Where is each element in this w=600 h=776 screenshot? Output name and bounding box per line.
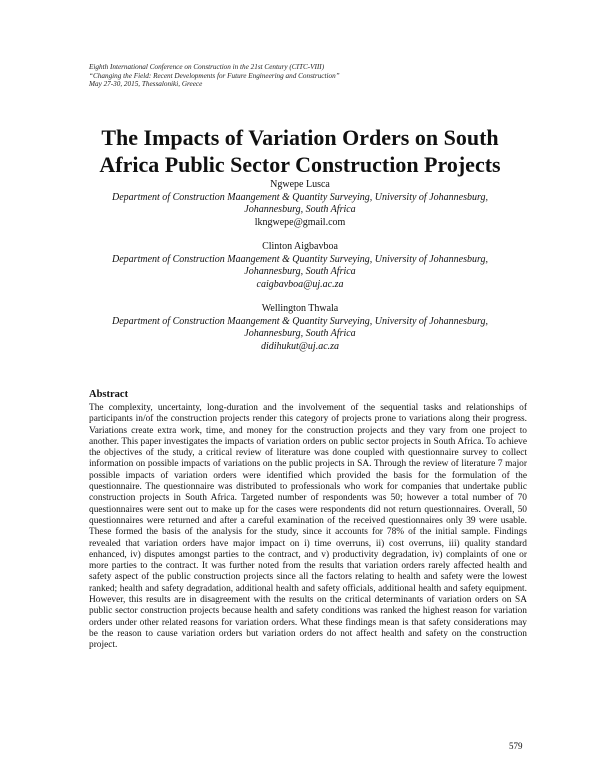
author-block-3 [0, 303, 600, 353]
author-name: Ngwepe Lusca [270, 179, 330, 190]
abstract-body: The complexity, uncertainty, long-duration and the involvement of the sequential tasks and relationships of participants in/of the construction projects render this category of projects prone to variations along their progress. Variations create extra work, time, and money for the construction projects and they vary from one project to another. This paper investigates the impacts of variation orders on public sector projects in South Africa. To achieve the objectives of the study, a critical review of literature was done coupled with questionnaire survey to collect information on possible impacts of variations on the public projects in SA. Through the review of literature 7 major possible impacts of variation orders were identified which provided the basis for the formulation of the questionnaire. The questionnaire was distributed to professionals who work for companies that undertake public construction projects in South Africa. Targeted number of respondents was 50; however a total number of 70 questionnaires were sent out to make up for the cases were respondents did not return questionnaires. Overall, 50 questionnaires were returned and after a careful examination of the received questionnaires only 39 were usable. These formed the basis of the analysis for the study, since it accounts for 78% of the initial sample. Findings revealed that variation orders have major impact on i) time overruns, ii) cost overruns, iii) quality standard enhanced, iv) disputes amongst parties to the contract, and v) productivity degradation, iv) complaints of one or more parties to the contract. It was further noted from the results that variation orders rarely affected health and safety aspect of the public construction projects since all the factors relating to health and safety were the lowest ranked; health and safety degradation, additional health and safety officials, additional health and safety equipment. However, this results are in disagreement with the results on the critical determinants of variation orders on SA public sector construction projects because health and safety conditions was ranked the highest reason for variation orders under other related reasons for variation orders. What these findings mean is that safety considerations may be the reason to cause variation orders but variation orders do not affect health and safety on the construction project. [89, 403, 527, 651]
author-block-1 [0, 179, 600, 229]
author-name: Clinton Aigbavboa [262, 241, 338, 252]
author-email: didihukut@uj.ac.za [260, 340, 340, 352]
author-affiliation-city: Johannesburg, South Africa [244, 266, 356, 278]
author-affiliation-city: Johannesburg, South Africa [244, 328, 356, 340]
author-email: caigbavboa@uj.ac.za [256, 278, 344, 290]
paper-title [0, 124, 600, 178]
author-affiliation-city: Johannesburg, South Africa [244, 204, 356, 216]
page-number: 579 [509, 741, 523, 751]
abstract-heading: Abstract [89, 389, 129, 400]
author-affiliation: Department of Construction Maangement & Quantity Surveying, University of Johannesburg, [112, 191, 488, 203]
conference-name: Eighth International Conference on Construction in the 21st Century (CITC-VIII) [89, 63, 325, 71]
author-affiliation: Department of Construction Maangement & Quantity Surveying, University of Johannesburg, [112, 253, 488, 265]
author-email: lkngwepe@gmail.com [254, 216, 346, 228]
author-affiliation: Department of Construction Maangement & Quantity Surveying, University of Johannesburg, [112, 315, 488, 327]
paper-title-line-1: The Impacts of Variation Orders on South [101, 125, 499, 150]
author-block-2 [0, 241, 600, 291]
author-name: Wellington Thwala [261, 303, 339, 314]
paper-title-line-2: Africa Public Sector Construction Projects [99, 152, 501, 177]
conference-theme: “Changing the Field: Recent Developments for Future Engineering and Construction” [89, 71, 340, 80]
conference-header [89, 63, 529, 89]
conference-date-location: May 27-30, 2015, Thessaloniki, Greece [89, 80, 203, 89]
